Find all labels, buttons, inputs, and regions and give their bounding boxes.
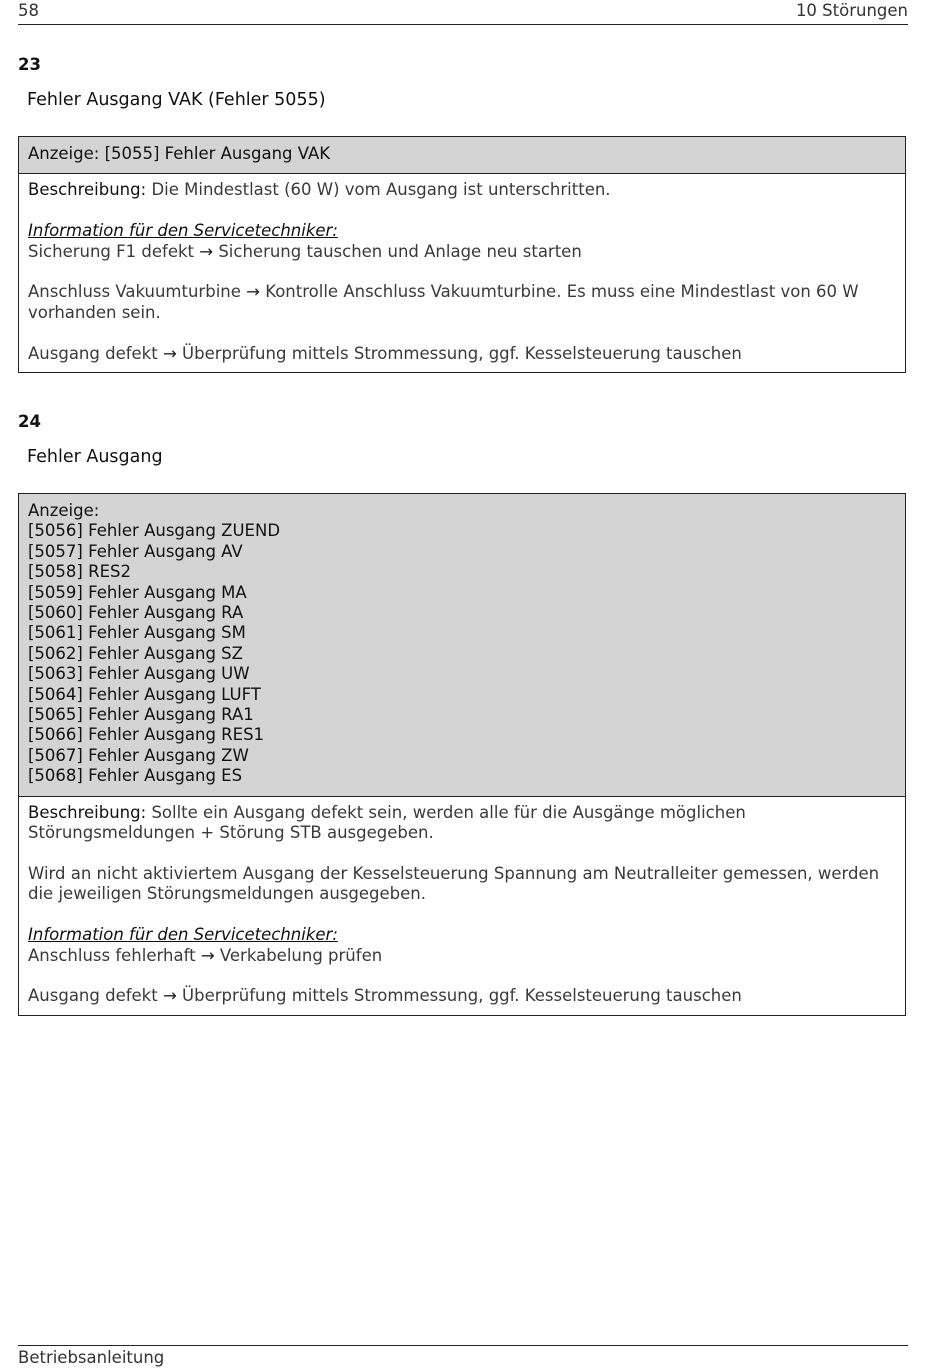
action-text: Überprüfung mittels Strommessung, ggf. Kesselsteuerung tauschen (182, 986, 742, 1006)
description-text: Die Mindestlast (60 W) vom Ausgang ist unterschritten. (151, 180, 611, 200)
cause-text: Ausgang defekt (28, 986, 158, 1006)
action-text: Verkabelung prüfen (219, 945, 383, 965)
error-code: [5056] Fehler Ausgang ZUEND (28, 521, 281, 541)
action-text: Sicherung tauschen und Anlage neu starten (218, 241, 582, 261)
page-number: 58 (18, 1, 39, 20)
error-table (18, 493, 906, 1016)
display-text: Anzeige: [5055] Fehler Ausgang VAK (28, 144, 331, 163)
action-text: Kontrolle Anschluss Vakuumturbine. Es muss eine Mindestlast von 60 W vorhanden sein. (28, 282, 859, 322)
cause-text: Sicherung F1 defekt (28, 241, 194, 261)
right-arrow-icon: → (246, 282, 260, 302)
cause-text: Ausgang defekt (28, 343, 158, 363)
description-label: Beschreibung: (28, 180, 147, 200)
display-label: Anzeige: (28, 501, 100, 520)
right-arrow-icon: → (199, 241, 214, 261)
list-item (28, 282, 896, 323)
description-text-2: Wird an nicht aktiviertem Ausgang der Kesselsteuerung Spannung am Neutralleiter gemessen, werden die jeweiligen Störungsmeldungen ausgegeben. (28, 863, 880, 904)
error-code: [5062] Fehler Ausgang SZ (28, 643, 243, 663)
error-code: [5058] RES2 (28, 562, 131, 582)
service-info-heading: Information für den Servicetechniker: (28, 221, 338, 241)
action-text: Überprüfung mittels Strommessung, ggf. Kesselsteuerung tauschen (182, 343, 742, 363)
right-arrow-icon: → (162, 343, 177, 363)
cause-text: Anschluss fehlerhaft (28, 945, 196, 965)
error-code: [5063] Fehler Ausgang UW (28, 664, 250, 684)
error-table (18, 136, 906, 373)
list-item (28, 242, 896, 262)
description-cell (19, 174, 905, 372)
error-code: [5057] Fehler Ausgang AV (28, 541, 243, 561)
error-code: [5065] Fehler Ausgang RA1 (28, 705, 254, 725)
cause-text: Anschluss Vakuumturbine (28, 282, 241, 302)
list-item (28, 946, 896, 966)
section-title: Fehler Ausgang (27, 447, 163, 467)
description-label: Beschreibung: (28, 802, 147, 822)
description-cell (19, 797, 905, 1015)
list-item (28, 344, 896, 364)
section-number: 23 (18, 55, 41, 74)
display-row (19, 137, 905, 174)
right-arrow-icon: → (200, 945, 215, 965)
error-code: [5059] Fehler Ausgang MA (28, 582, 247, 602)
error-code: [5066] Fehler Ausgang RES1 (28, 725, 265, 745)
description-text: Sollte ein Ausgang defekt sein, werden alle für die Ausgänge möglichen Störungsmeldungen + Störung STB ausgegeben. (28, 802, 746, 843)
list-item (28, 986, 896, 1006)
section-title: Fehler Ausgang VAK (Fehler 5055) (27, 90, 326, 110)
error-code: [5060] Fehler Ausgang RA (28, 603, 244, 623)
right-arrow-icon: → (162, 986, 177, 1006)
error-code: [5068] Fehler Ausgang ES (28, 766, 243, 786)
display-row (19, 494, 905, 797)
error-code: [5067] Fehler Ausgang ZW (28, 745, 249, 765)
error-code: [5061] Fehler Ausgang SM (28, 623, 246, 643)
footer-text: Betriebsanleitung (18, 1348, 165, 1367)
section-number: 24 (18, 412, 41, 431)
error-code: [5064] Fehler Ausgang LUFT (28, 684, 261, 704)
page-header (18, 0, 908, 25)
service-info-heading: Information für den Servicetechniker: (28, 925, 338, 945)
page-footer (18, 1345, 908, 1367)
chapter-title: 10 Störungen (795, 1, 908, 20)
